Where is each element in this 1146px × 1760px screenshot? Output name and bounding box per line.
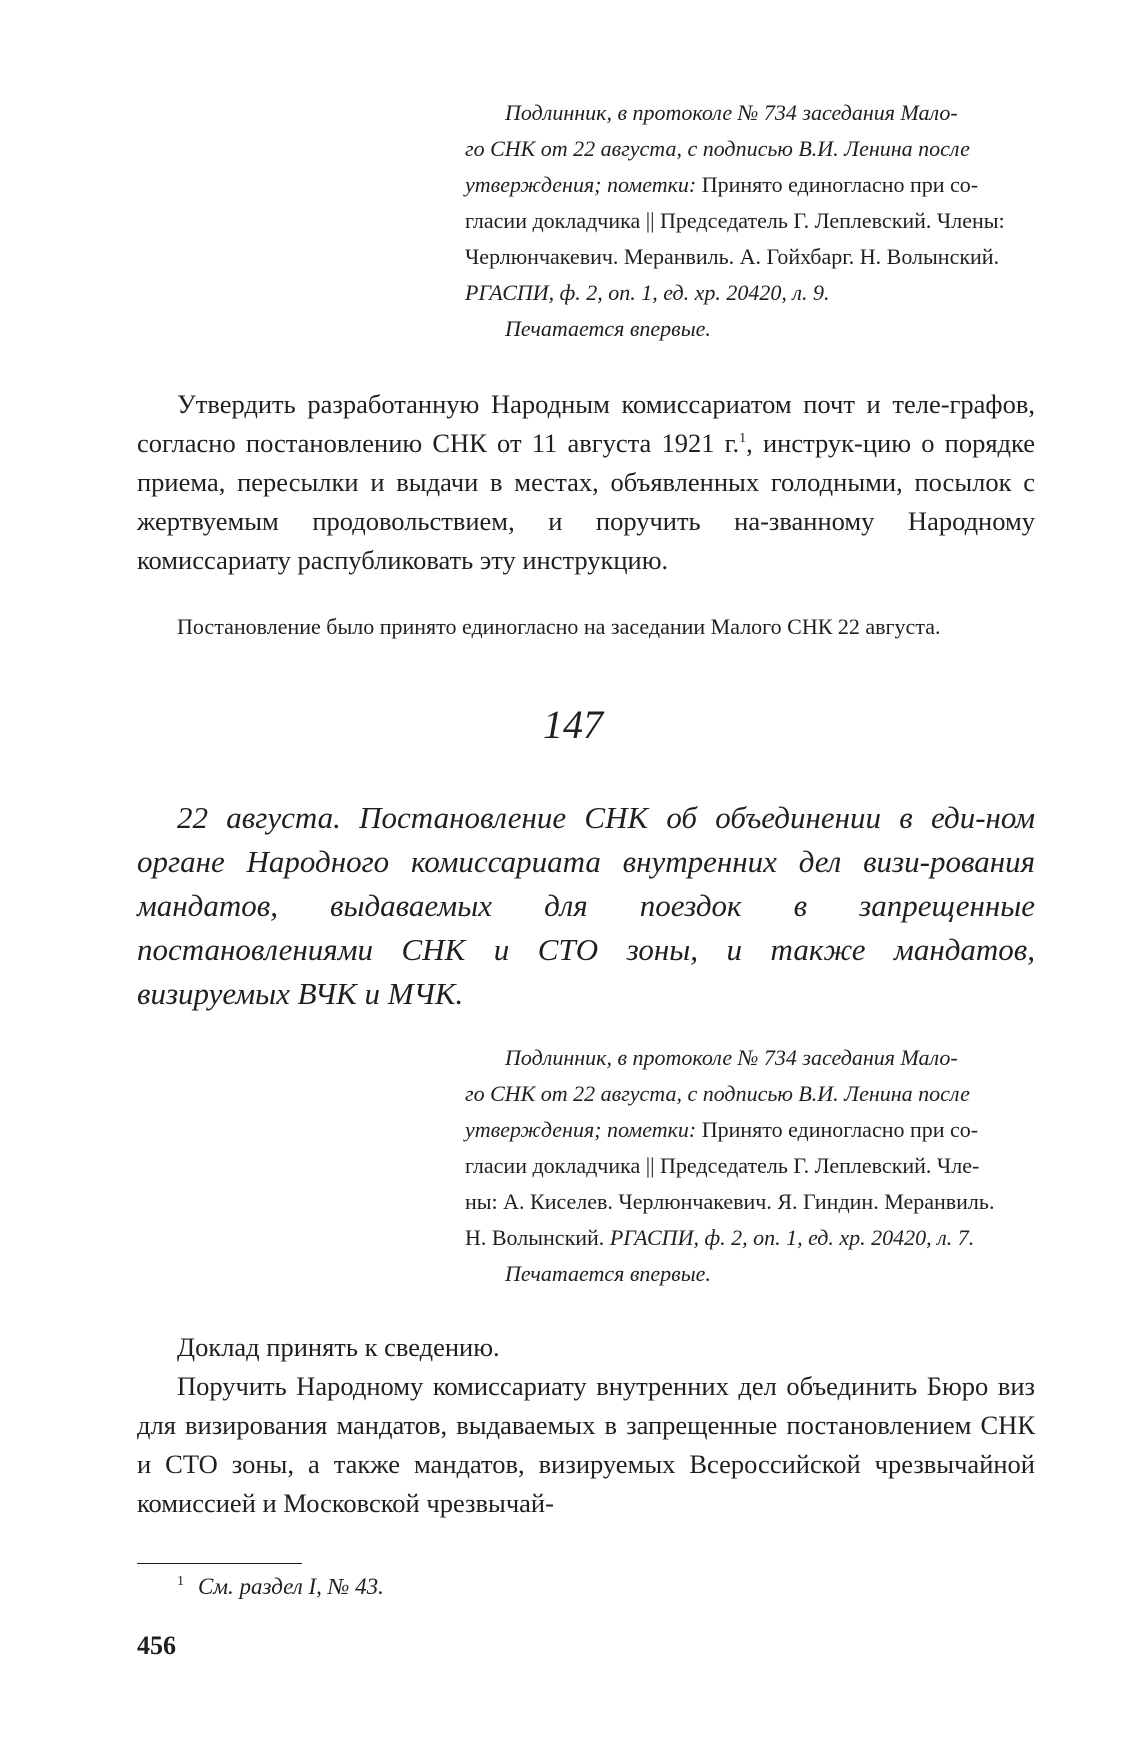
publication-note: Печатается впервые.	[505, 316, 711, 341]
footnote-mark: 1	[177, 1574, 184, 1590]
footnote-reference: 1	[739, 431, 747, 447]
source-note-top	[465, 95, 1035, 347]
decree-text-part: , инструк-цию о порядке приема, пересылки и выдачи в местах, объявленных голодными, посылок с жертвуемым продовольствием, и поручить на-званному Народному комиссариату распубликовать эту инструкцию.	[137, 428, 1036, 575]
note-line: Подлинник, в протоколе № 734 заседания Мало-	[505, 1045, 958, 1070]
decree-paragraph: Доклад принять к сведению.	[177, 1332, 500, 1362]
decree-paragraph	[137, 385, 1035, 580]
note-line: ны: А. Киселев. Черлюнчакевич. Я. Гиндин. Меранвиль.	[465, 1189, 995, 1214]
decree-147-text	[137, 1328, 1035, 1523]
document-title: 22 августа. Постановление СНК об объединении в еди-ном органе Народного комиссариата внутренних дел визи-рования мандатов, выдаваемых для поездок в запрещенные постановлениями СНК и СТО зоны, и также мандатов, визируемых ВЧК и МЧК.	[137, 800, 1035, 1011]
note-line: Подлинник, в протоколе № 734 заседания Мало-	[505, 100, 958, 125]
footnote	[177, 1570, 384, 1604]
decree-text-part: Утвердить разработанную Народным комиссариатом почт и теле-графов, согласно постановлению СНК от 11 августа 1921 г.	[137, 389, 1035, 458]
page-number: 456	[137, 1631, 176, 1660]
archive-reference: РГАСПИ, ф. 2, оп. 1, ед. хр. 20420, л. 7.	[609, 1225, 975, 1250]
note-line-plain: Принято единогласно при со-	[701, 172, 979, 197]
source-note-bottom	[465, 1040, 1035, 1292]
document-number: 147	[543, 702, 603, 747]
note-line-italic: утверждения; пометки:	[465, 172, 702, 197]
note-line	[465, 1112, 1035, 1148]
footnote-text: См. раздел I, № 43.	[198, 1574, 384, 1599]
footnote-divider	[137, 1563, 302, 1564]
note-line	[465, 1220, 1035, 1256]
note-line-plain: Принято единогласно при со-	[701, 1117, 979, 1142]
note-line: го СНК от 22 августа, с подписью В.И. Ленина после	[465, 1081, 970, 1106]
note-line-plain: Н. Волынский.	[465, 1225, 610, 1250]
decree-146-text	[137, 385, 1035, 580]
note-line: Черлюнчакевич. Меранвиль. А. Гойхбарг. Н. Волынский.	[465, 244, 1000, 269]
note-line: гласии докладчика || Председатель Г. Леплевский. Члены:	[465, 208, 1005, 233]
note-line: гласии докладчика || Председатель Г. Леплевский. Чле-	[465, 1153, 980, 1178]
decree-paragraph: Поручить Народному комиссариату внутренних дел объединить Бюро виз для визирования мандатов, выдаваемых в запрещенные постановлением СНК и СТО зоны, а также мандатов, визируемых Всероссийской чрезвычайной комиссией и Московской чрезвычай-	[137, 1371, 1035, 1518]
adoption-note: Постановление было принято единогласно на заседании Малого СНК 22 августа.	[177, 614, 941, 639]
archive-reference: РГАСПИ, ф. 2, оп. 1, ед. хр. 20420, л. 9.	[465, 280, 830, 305]
note-line-italic: утверждения; пометки:	[465, 1117, 702, 1142]
note-line: го СНК от 22 августа, с подписью В.И. Ленина после	[465, 136, 970, 161]
publication-note: Печатается впервые.	[505, 1261, 711, 1286]
note-line	[465, 167, 1035, 203]
